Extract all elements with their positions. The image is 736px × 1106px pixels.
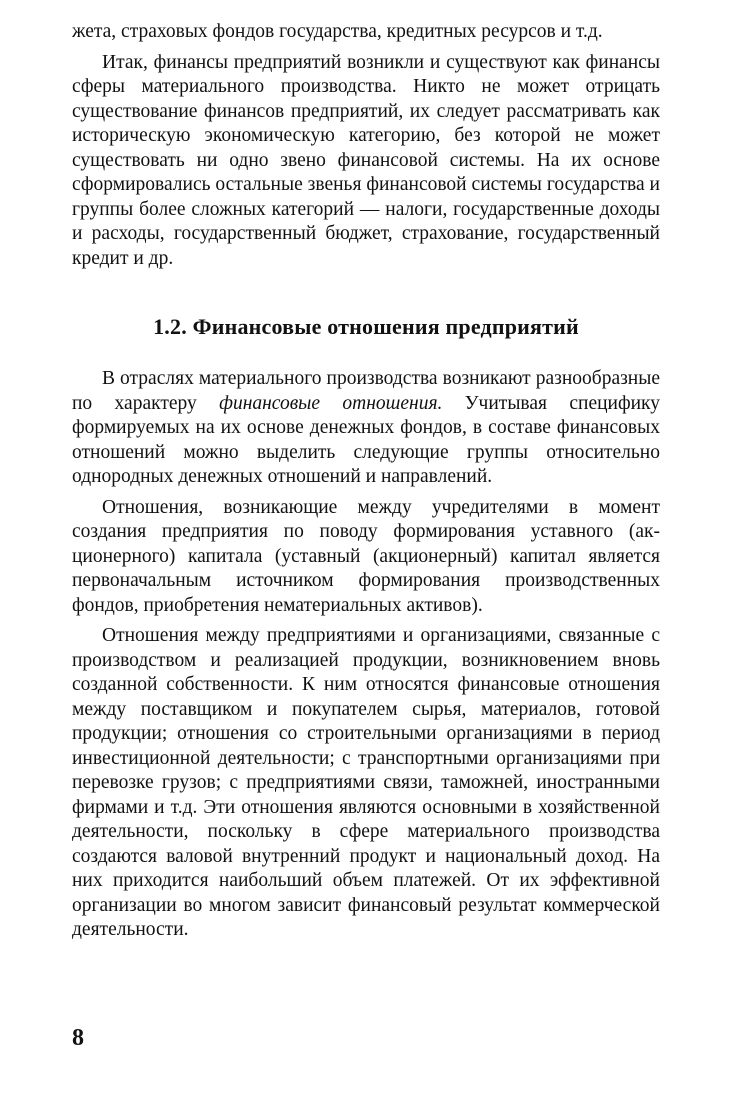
page-number: 8 (72, 1025, 84, 1051)
paragraph-financial-relations-intro (72, 367, 660, 490)
paragraph-continuation: жета, страховых фондов государства, кредитных ресурсов и т.д. (72, 21, 603, 42)
section-heading: 1.2. Финансовые отношения предприятий (153, 314, 579, 339)
emphasis-financial-relations: финансовые отношения. (219, 392, 443, 414)
paragraph-finance-origin: Итак, финансы предприятий возникли и существуют как финансы сферы материального производства. Никто не может отрицать существование финансов предприятий, их следует рассматривать как историческую экономическую категорию, без которой не может существовать ни одно звено финансовой системы. На их основе сформировались остальные звенья финансовой системы государства и группы более сложных категорий — налоги, государственные доходы и расходы, государственный бюджет, страхование, государственный кредит и др. (72, 51, 660, 269)
paragraph-text-start: В отраслях материального производства возникают разнообразные по характеру (72, 368, 660, 414)
book-page (72, 20, 660, 943)
paragraph-enterprise-relations: Отношения между предприятиями и организациями, связанные с производством и реализацией продукции, возникновением вновь созданной собственности. К ним относятся финансовые отношения между поставщиком и покупателем сырья, материалов, готовой продукции; отношения со строительными организациями в период инвестиционной деятельности; с транспортными организациями при перевозке грузов; с предприятиями связи, таможней, иностранными фирмами и т.д. Эти отношения являются основными в хозяйственной деятельности, поскольку в сфере материального производства создаются валовой внутренний продукт и национальный доход. На них приходится наибольший объем платежей. От их эффективной организации во многом зависит финансовый результат коммерческой деятельности. (72, 625, 660, 940)
paragraph-founders-relations: Отношения, возникающие между учредителями в момент создания предприятия по поводу формирования уставного (акционерного) капитала (уставный (акционерный) капитал является первоначальным источником формирования производственных фондов, приобретения нематериальных активов). (72, 496, 660, 616)
paragraph-text-end: Учитывая специфику формируемых на их основе денежных фондов, в составе финансовых отношений можно выделить следующие группы относительно однородных денежных отношений и направлений. (72, 392, 660, 487)
